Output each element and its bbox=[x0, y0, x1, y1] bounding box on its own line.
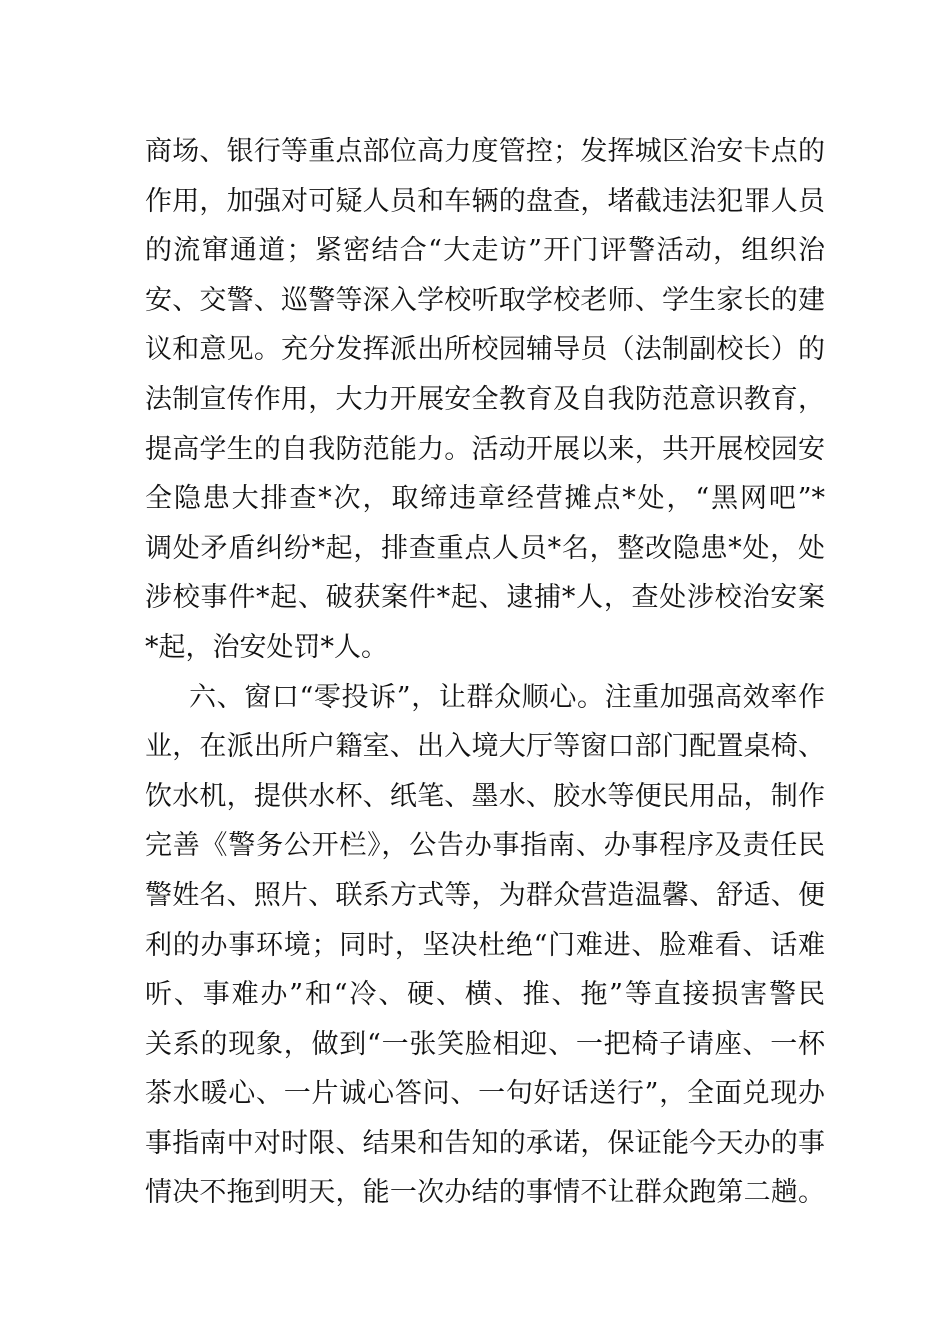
text-line: 涉校事件*起、破获案件*起、逮捕*人，查处涉校治安案 bbox=[145, 582, 825, 614]
text-line: 全隐患大排查*次，取缔违章经营摊点*处，“黑网吧”* bbox=[145, 483, 825, 515]
text-line: 提高学生的自我防范能力。活动开展以来，共开展校园安 bbox=[145, 433, 825, 465]
text-line: 利的办事环境；同时，坚决杜绝“门难进、脸难看、话难 bbox=[145, 929, 825, 961]
text-line: 茶水暖心、一片诚心答问、一句好话送行”，全面兑现办 bbox=[145, 1078, 825, 1110]
text-line: 六、窗口“零投诉”，让群众顺心。注重加强高效率作 bbox=[189, 681, 825, 713]
text-line: 关系的现象，做到“一张笑脸相迎、一把椅子请座、一杯 bbox=[145, 1028, 825, 1060]
text-line: 情决不拖到明天，能一次办结的事情不让群众跑第二趟。 bbox=[145, 1177, 825, 1209]
paragraph-2 bbox=[145, 673, 825, 1219]
text-line: 听、事难办”和“冷、硬、横、推、拖”等直接损害警民 bbox=[145, 979, 825, 1011]
text-line: 安、交警、巡警等深入学校听取学校老师、学生家长的建 bbox=[145, 284, 825, 316]
text-line: 议和意见。充分发挥派出所校园辅导员（法制副校长）的 bbox=[145, 334, 825, 366]
document-body bbox=[145, 127, 825, 1218]
text-line: *起，治安处罚*人。 bbox=[145, 631, 388, 663]
text-line: 警姓名、照片、联系方式等，为群众营造温馨、舒适、便 bbox=[145, 879, 825, 911]
text-line: 作用，加强对可疑人员和车辆的盘查，堵截违法犯罪人员 bbox=[145, 185, 825, 217]
text-line: 调处矛盾纠纷*起，排查重点人员*名，整改隐患*处，处 bbox=[145, 532, 825, 564]
text-line: 完善《警务公开栏》，公告办事指南、办事程序及责任民 bbox=[145, 830, 825, 862]
text-line: 的流窜通道；紧密结合“大走访”开门评警活动，组织治 bbox=[145, 235, 825, 267]
text-line: 业，在派出所户籍室、出入境大厅等窗口部门配置桌椅、 bbox=[145, 731, 825, 763]
text-line: 事指南中对时限、结果和告知的承诺，保证能今天办的事 bbox=[145, 1127, 825, 1159]
text-line: 法制宣传作用，大力开展安全教育及自我防范意识教育， bbox=[145, 383, 825, 415]
text-line: 商场、银行等重点部位高力度管控；发挥城区治安卡点的 bbox=[145, 136, 825, 167]
paragraph-1 bbox=[145, 127, 825, 673]
text-line: 饮水机，提供水杯、纸笔、墨水、胶水等便民用品，制作 bbox=[145, 780, 825, 812]
